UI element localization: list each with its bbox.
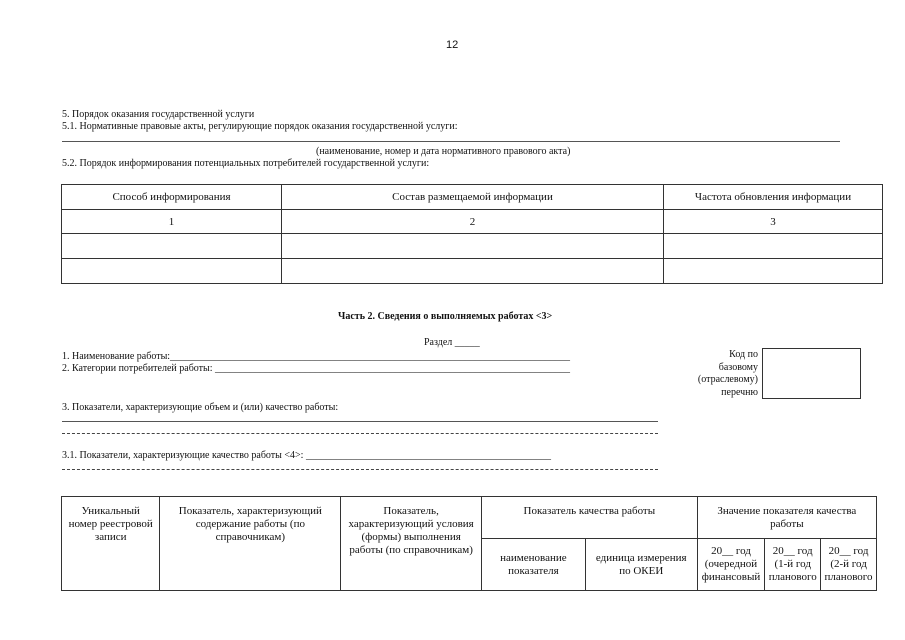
quality-indicators-title: 3.1. Показатели, характеризующие качество работы <4>: _________________________________________________: [62, 450, 551, 461]
info-cell[interactable]: [664, 234, 883, 259]
group-quality-value: Значение показателя качества работы: [697, 497, 876, 539]
info-cell[interactable]: [62, 259, 282, 284]
col-work-conditions: Показатель, характеризующий условия (формы) выполнения работы (по справочникам): [341, 497, 482, 591]
page-number: 12: [446, 39, 459, 51]
indicators-title: 3. Показатели, характеризующие объем и (или) качество работы:: [62, 402, 339, 413]
info-table: [61, 184, 883, 284]
kod-label-line: (отраслевому): [697, 374, 758, 385]
part2-title: Часть 2. Сведения о выполняемых работах <3>: [338, 311, 553, 322]
info-cell[interactable]: [282, 234, 664, 259]
quality-table: [61, 496, 877, 591]
section5-title: 5. Порядок оказания государственной услуги: [62, 109, 255, 120]
work-name: 1. Наименование работы:________________________________________________________________________________: [62, 351, 571, 362]
info-header-method: Способ информирования: [62, 185, 282, 210]
col-work-content: Показатель, характеризующий содержание работы (по справочникам): [160, 497, 341, 591]
sub-okei-unit: единица измерения по ОКЕИ: [585, 539, 697, 591]
section52-text: 5.2. Порядок информирования потенциальных потребителей государственной услуги:: [62, 158, 430, 169]
section51-text: 5.1. Нормативные правовые акты, регулирующие порядок оказания государственной услуги:: [62, 121, 458, 132]
info-number-3: 3: [664, 210, 883, 234]
col-registry-number: Уникальный номер реестровой записи: [62, 497, 160, 591]
kod-label-line: Код по: [729, 349, 758, 360]
info-number-1: 1: [62, 210, 282, 234]
kod-input-box[interactable]: [762, 348, 861, 399]
info-header-frequency: Частота обновления информации: [664, 185, 883, 210]
razdel-label: Раздел _____: [424, 337, 480, 348]
kod-label-line: перечню: [721, 386, 758, 398]
indicators-line: [62, 433, 658, 434]
info-number-2: 2: [282, 210, 664, 234]
sub-year-1: 20__ год (очередной финансовый: [697, 539, 765, 591]
indicators-line: [62, 421, 658, 422]
info-cell[interactable]: [664, 259, 883, 284]
group-quality-indicator: Показатель качества работы: [481, 497, 697, 539]
normative-act-caption: (наименование, номер и дата нормативного правового акта): [316, 146, 571, 157]
normative-act-line: [62, 141, 840, 142]
info-cell[interactable]: [62, 234, 282, 259]
kod-label: [690, 349, 758, 399]
consumer-categories: 2. Категории потребителей работы: _______________________________________________________________________: [62, 363, 571, 374]
sub-year-2: 20__ год (1-й год планового: [765, 539, 821, 591]
sub-indicator-name: наименование показателя: [481, 539, 585, 591]
kod-label-line: базовому: [718, 361, 758, 373]
info-header-content: Состав размещаемой информации: [282, 185, 664, 210]
sub-year-3: 20__ год (2-й год планового: [821, 539, 877, 591]
info-cell[interactable]: [282, 259, 664, 284]
quality-line: [62, 469, 658, 470]
